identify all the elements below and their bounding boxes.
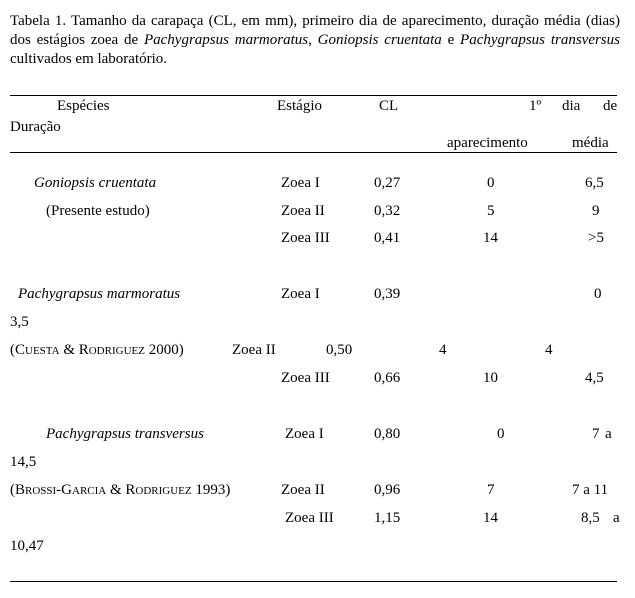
duration-cell: 0 [594, 286, 602, 302]
day-cell: 14 [483, 230, 498, 246]
day-cell: 0 [487, 175, 495, 191]
stage-cell: Zoea II [281, 482, 325, 498]
header-duracao: Duração [10, 119, 61, 135]
cl-cell: 0,32 [374, 203, 401, 219]
header-rule [10, 152, 617, 153]
header-especies: Espécies [57, 98, 110, 114]
cl-cell: 0,41 [374, 230, 401, 246]
cl-cell: 0,80 [374, 426, 401, 442]
top-rule [10, 95, 617, 96]
stage-cell: Zoea III [281, 230, 330, 246]
stage-cell: Zoea III [285, 510, 334, 526]
species-name: Pachygrapsus marmoratus [143, 32, 309, 48]
day-cell: 5 [487, 203, 495, 219]
stage-cell: Zoea I [281, 175, 320, 191]
stage-cell: Zoea II [281, 203, 325, 219]
day-cell: 4 [439, 342, 447, 358]
header-de: de [603, 98, 618, 114]
stage-cell: Zoea I [285, 426, 324, 442]
source-label: (Brossi-Garcia & Rodriguez 1993) [10, 482, 231, 498]
header-estagio: Estágio [277, 98, 322, 114]
species-label: Pachygrapsus marmoratus [18, 286, 181, 302]
cl-cell: 0,50 [326, 342, 353, 358]
duration-cell: 8,5 [581, 510, 600, 526]
duration-cell: 9 [592, 203, 600, 219]
species-label: Pachygrapsus transversus [46, 426, 204, 442]
header-cl: CL [379, 98, 399, 114]
species-name: Goniopsis cruentata [317, 32, 442, 48]
day-cell: 0 [497, 426, 505, 442]
cl-cell: 0,96 [374, 482, 401, 498]
duration-cell-continuation: 14,5 [10, 454, 37, 470]
species-name: Pachygrapsus transversus [460, 32, 620, 48]
bottom-rule [10, 581, 617, 582]
header-primeiro: 1º [529, 98, 542, 114]
duration-cell: 7 a 11 [572, 482, 609, 498]
table-caption: Tabela 1. Tamanho da carapaça (CL, em mm), primeiro dia de aparecimento, duração média (dias) dos estágios zoea de Pachygrapsus marmoratus, Goniopsis cruentata e Pachygrapsus transversus cultivados em laboratório. [10, 13, 620, 67]
duration-cell: 7 [592, 426, 600, 442]
duration-cell: 6,5 [585, 175, 604, 191]
cl-cell: 0,27 [374, 175, 401, 191]
duration-cell-connector: a [605, 426, 612, 442]
header-dia: dia [562, 98, 581, 114]
header-media: média [572, 135, 609, 151]
species-label: Goniopsis cruentata [34, 175, 157, 191]
source-label: (Cuesta & Rodriguez 2000) [10, 342, 184, 358]
stage-cell: Zoea I [281, 286, 320, 302]
stage-cell: Zoea III [281, 370, 330, 386]
day-cell: 7 [487, 482, 495, 498]
header-aparecimento: aparecimento [447, 135, 528, 151]
stage-cell: Zoea II [232, 342, 276, 358]
cl-cell: 0,39 [374, 286, 401, 302]
duration-cell: >5 [588, 230, 604, 246]
duration-cell-continuation: 3,5 [10, 314, 29, 330]
day-cell: 14 [483, 510, 498, 526]
duration-cell: 4,5 [585, 370, 604, 386]
cl-cell: 1,15 [374, 510, 401, 526]
duration-cell: 4 [545, 342, 553, 358]
duration-cell-continuation: 10,47 [10, 538, 44, 554]
day-cell: 10 [483, 370, 498, 386]
source-label: (Presente estudo) [46, 203, 150, 219]
cl-cell: 0,66 [374, 370, 401, 386]
duration-cell-connector: a [613, 510, 620, 526]
